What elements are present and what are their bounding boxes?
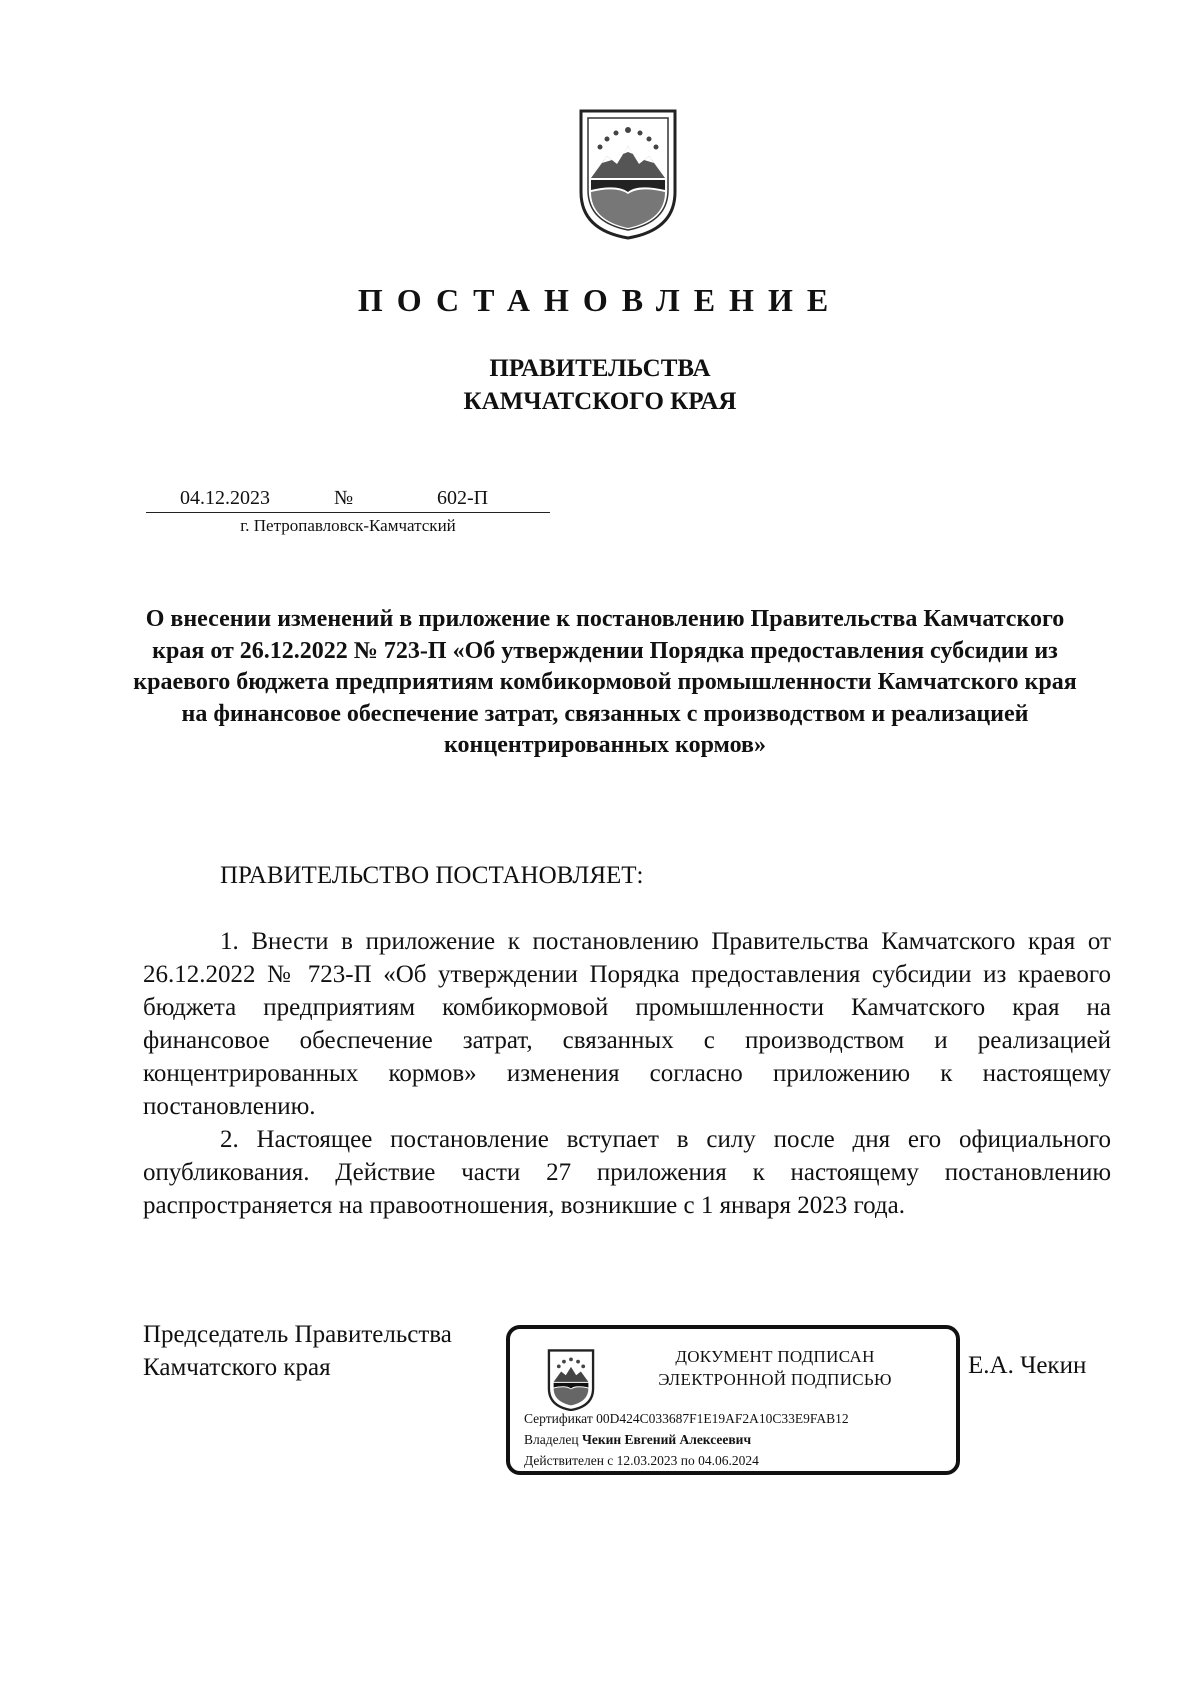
stamp-title-line-2: ЭЛЕКТРОННОЙ ПОДПИСЬЮ bbox=[658, 1370, 892, 1389]
document-subject: О внесении изменений в приложение к постановлению Правительства Камчатского края от 26.12.2022 № 723-П «Об утверждении Порядка предоставления субсидии из краевого бюджета предприятиям комбикормовой промышленности Камчатского края на финансовое обеспечение затрат, связанных с производством и реализацией концентрированных кормов» bbox=[133, 606, 1077, 758]
valid-label: Действителен с bbox=[524, 1453, 614, 1468]
paragraph-2: 2. Настоящее постановление вступает в силу после дня его официального опубликования. Действие части 27 приложения к настоящему постановлению распространяется на правоотношения, возникшие с 1 января 2023 года. bbox=[143, 1126, 1111, 1219]
authority-line-1: ПРАВИТЕЛЬСТВА bbox=[489, 355, 711, 382]
stamp-certificate-row bbox=[524, 1411, 849, 1427]
stamp-owner-row bbox=[524, 1432, 751, 1448]
owner-value: Чекин Евгений Алексеевич bbox=[581, 1432, 752, 1447]
document-type-title: ПОСТАНОВЛЕНИЕ bbox=[357, 282, 843, 318]
preamble: ПРАВИТЕЛЬСТВО ПОСТАНОВЛЯЕТ: bbox=[220, 862, 644, 889]
signer-title-line-1: Председатель Правительства bbox=[143, 1321, 452, 1348]
certificate-label: Сертификат bbox=[524, 1411, 593, 1426]
paragraph-1: 1. Внести в приложение к постановлению Правительства Камчатского края от 26.12.2022 № 723-П «Об утверждении Порядка предоставления субсидии из краевого бюджета предприятиям комбикормовой промышленности Камчатского края на финансовое обеспечение затрат, связанных с производством и реализацией концентрированных кормов» изменения согласно приложению к настоящему постановлению. bbox=[143, 928, 1111, 1120]
signer-name: Е.А. Чекин bbox=[968, 1352, 1087, 1379]
signer-title bbox=[143, 1318, 452, 1384]
stamp-title-line-1: ДОКУМЕНТ ПОДПИСАН bbox=[675, 1347, 875, 1366]
authority-line-2: КАМЧАТСКОГО КРАЯ bbox=[463, 388, 737, 415]
owner-label: Владелец bbox=[524, 1432, 579, 1447]
document-body bbox=[143, 925, 1111, 1222]
valid-from: 12.03.2023 bbox=[616, 1453, 678, 1468]
number-sign: № bbox=[334, 487, 354, 509]
valid-to-label: по bbox=[680, 1453, 695, 1468]
stamp-validity-row bbox=[524, 1453, 759, 1469]
electronic-signature-stamp bbox=[506, 1325, 960, 1475]
certificate-value: 00D424C033687F1E19AF2A10C33E9FAB12 bbox=[596, 1411, 849, 1426]
issuing-authority bbox=[0, 352, 1200, 418]
stamp-coat-of-arms-icon bbox=[546, 1349, 596, 1411]
document-number: 602-П bbox=[437, 487, 489, 509]
document-date: 04.12.2023 bbox=[180, 487, 270, 509]
issue-city: г. Петропавловск-Камчатский bbox=[240, 516, 456, 535]
valid-to: 04.06.2024 bbox=[698, 1453, 759, 1468]
requisites-underline bbox=[146, 512, 550, 513]
kamchatka-coat-of-arms-icon bbox=[577, 108, 679, 240]
stamp-title bbox=[610, 1345, 940, 1391]
signer-title-line-2: Камчатского края bbox=[143, 1354, 331, 1381]
document-requisites bbox=[146, 487, 546, 535]
